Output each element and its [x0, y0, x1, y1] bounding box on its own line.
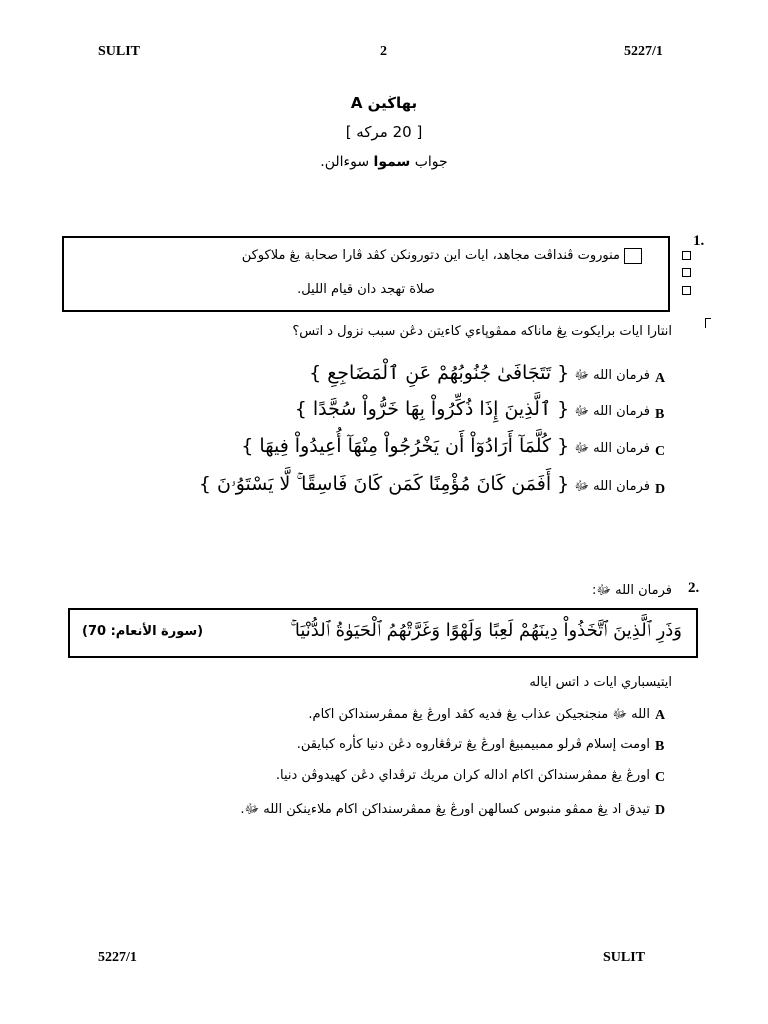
checkbox-1[interactable] [682, 251, 691, 260]
checkbox-2[interactable] [682, 268, 691, 277]
option-letter: C [655, 444, 666, 459]
instruction-bold: سموا [373, 154, 411, 170]
option-letter: A [655, 708, 666, 723]
footer-right: SULIT [603, 950, 646, 965]
option-letter: D [655, 482, 666, 497]
option-c[interactable]: اورڠ يڠ ممڤرسنداكن اكام اداله كران مريك ترڤداي دڠن كهيدوڤن دنيا. [275, 768, 650, 783]
option-b[interactable]: اومت إسلام ڤرلو ممبيمبيڠ اورڠ يڠ ترڤڠاروه دڠن دنيا كأره كبايقن. [296, 737, 650, 752]
instruction-prefix: جواب [414, 154, 448, 170]
question-2-intro: فرمان الله ﷻ: [591, 583, 672, 598]
option-ayah: { أَفَمَن كَانَ مُؤْمِنًا كَمَن كَانَ فَاسِقًا ۚ لَّا يَسْتَوُۥنَ } [198, 473, 570, 495]
instruction-suffix: سوءالن. [320, 154, 370, 170]
ayah-text: وَذَرِ ٱلَّذِينَ ٱتَّخَذُواْ دِينَهُمْ لَعِبًا وَلَهْوًا وَغَرَّتْهُمُ ٱلْحَيَوٰةُ ٱلدُّنْيَا ۚ [290, 620, 682, 641]
option-ayah: { تَتَجَافَىٰ جُنُوبُهُمْ عَنِ ٱلْمَضَاجِعِ } [309, 362, 570, 384]
section-instruction [234, 154, 534, 170]
option-ayah: { ٱلَّذِينَ إِذَا ذُكِّرُواْ بِهَا خَرُّواْ سُجَّدًا } [294, 398, 570, 420]
option-letter: B [655, 407, 665, 422]
option-ayah: { كُلَّمَآ أَرَادُوٓاْ أَن يَخْرُجُواْ مِنْهَآ أُعِيدُواْ فِيهَا } [241, 435, 570, 457]
surah-reference: (سورة الأنعام: 70) [82, 624, 204, 639]
question-1-number: 1. [693, 233, 705, 249]
option-letter: B [655, 739, 665, 754]
option-prefix: فرمان الله ﷻ [574, 479, 650, 494]
option-a[interactable] [90, 362, 650, 386]
option-d[interactable] [90, 473, 650, 497]
option-a[interactable]: الله ﷻ منجنجيكن عذاب يڠ فديه كڤد اورڠ يڠ ممڤرسنداكن اكام. [308, 707, 650, 722]
question-1-stem: انتارا ايات برايكوت يڠ ماناكه ممڤوڽاءي كاءيتن دڠن سبب نزول د اتس؟ [292, 324, 672, 339]
question-2-stem: ايتيسباري ايات د اتس اياله [529, 675, 672, 690]
context-line-2: صلاة تهجد دان قيام الليل. [297, 282, 435, 297]
question-1-context-box [62, 236, 670, 312]
option-letter: C [655, 770, 666, 785]
option-prefix: فرمان الله ﷻ [574, 404, 650, 419]
option-b[interactable] [90, 398, 650, 422]
section-marks: [ 20 مركه ] [345, 123, 423, 141]
question-2-number: 2. [688, 580, 700, 596]
question-2-ayah-box [68, 608, 698, 658]
checkbox-icon [624, 248, 642, 264]
header-left: SULIT [98, 44, 141, 59]
corner-mark [705, 318, 711, 328]
option-prefix: فرمان الله ﷻ [574, 368, 650, 383]
option-letter: A [655, 371, 666, 386]
section-title: بهاڬين A [350, 94, 418, 112]
checkbox-3[interactable] [682, 286, 691, 295]
context-line-1: منوروت ڤنداڤت مجاهد، ايات اين دتورونكن كڤد ڤارا صحابة يڠ ملاكوكن [241, 248, 620, 263]
page-number: 2 [380, 44, 387, 59]
option-prefix: فرمان الله ﷻ [574, 441, 650, 456]
header-right: 5227/1 [624, 44, 663, 59]
option-c[interactable] [90, 435, 650, 459]
option-letter: D [655, 803, 666, 818]
option-d[interactable]: تيدق اد يڠ ممڤو منبوس كسالهن اورڠ يڠ ممڤرسنداكن اكام ملاءينكن الله ﷻ. [240, 802, 650, 817]
footer-left: 5227/1 [98, 950, 137, 965]
